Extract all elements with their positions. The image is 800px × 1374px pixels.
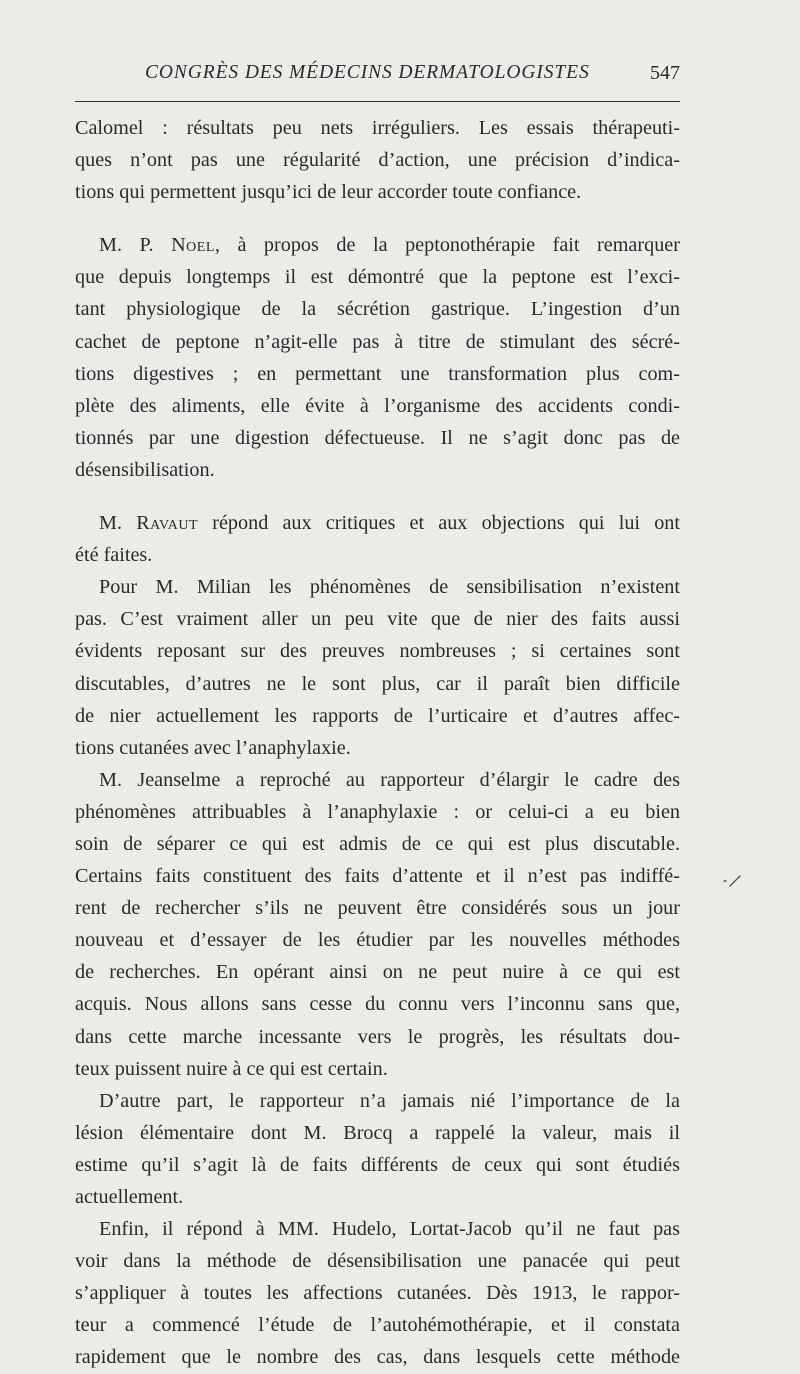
text-line: teur a commencé l’étude de l’autohémothérapie, et il constata: [75, 1314, 680, 1337]
paragraph-brocq: [75, 1085, 680, 1213]
text-line: de recherches. En opérant ainsi on ne peut nuire à ce qui est: [75, 961, 680, 984]
text-line: plète des aliments, elle évite à l’organisme des accidents condi-: [75, 394, 680, 417]
text-line: dans cette marche incessante vers le progrès, les résultats dou-: [75, 1025, 680, 1048]
running-title: CONGRÈS DES MÉDECINS DERMATOLOGISTES: [145, 62, 590, 83]
text-line: évidents reposant sur des preuves nombreuses ; si certaines sont: [75, 640, 680, 663]
speaker-name: Noel: [171, 234, 215, 257]
text-line: D’autre part, le rapporteur n’a jamais nié l’importance de la: [99, 1089, 680, 1112]
text-line: été faites.: [75, 544, 153, 567]
text-line: voir dans la méthode de désensibilisation une panacée qui peut: [75, 1250, 680, 1273]
paragraph-hudelo: [75, 1213, 680, 1373]
text-line: s’appliquer à toutes les affections cutanées. Dès 1913, le rappor-: [75, 1282, 680, 1305]
page-number: 547: [650, 62, 680, 84]
text-line: tant physiologique de la sécrétion gastrique. L’ingestion d’un: [75, 298, 680, 321]
paragraph-gap: [75, 208, 680, 229]
text-line: Calomel : résultats peu nets irréguliers. Les essais thérapeuti-: [75, 117, 680, 139]
text-line: rent de rechercher s’ils ne peuvent être considérés sous un jour: [75, 897, 680, 920]
pencil-mark-icon: [722, 870, 744, 892]
text-line: que depuis longtemps il est démontré que la peptone est l’exci-: [75, 266, 680, 289]
text-line: lésion élémentaire dont M. Brocq a rappelé la valeur, mais il: [75, 1121, 680, 1144]
line-continuation: , à propos de la peptonothérapie fait remarquer: [214, 234, 680, 257]
text-line: Enfin, il répond à MM. Hudelo, Lortat-Jacob qu’il ne faut pas: [99, 1218, 680, 1241]
speaker-name: Ravaut: [136, 512, 199, 535]
paragraph-calomel: [75, 112, 680, 208]
text-line: tions digestives ; en permettant une transformation plus com-: [75, 362, 680, 385]
text-line: estime qu’il s’agit là de faits différents de ceux qui sont étudiés: [75, 1153, 680, 1176]
header-rule: [75, 101, 680, 102]
text-line: phénomènes attribuables à l’anaphylaxie : or celui-ci a eu bien: [75, 800, 680, 823]
speaker-prefix: M.: [99, 512, 137, 535]
text-line: rapidement que le nombre des cas, dans lesquels cette méthode: [75, 1346, 680, 1369]
text-line: pas. C’est vraiment aller un peu vite que de nier des faits aussi: [75, 608, 680, 631]
body-text: [75, 112, 680, 1374]
text-line: Certains faits constituent des faits d’attente et il n’est pas indiffé-: [75, 865, 680, 888]
text-line: de nier actuellement les rapports de l’urticaire et d’autres affec-: [75, 704, 680, 727]
text-line: Pour M. Milian les phénomènes de sensibilisation n’existent: [99, 576, 680, 599]
text-line: soin de séparer ce qui est admis de ce qui est plus discutable.: [75, 832, 680, 855]
page-header: [75, 62, 680, 88]
text-line: cachet de peptone n’agit-elle pas à titre de stimulant des sécré-: [75, 330, 680, 353]
text-line: teux puissent nuire à ce qui est certain.: [75, 1057, 388, 1080]
text-line: actuellement.: [75, 1186, 184, 1208]
paragraph-gap: [75, 486, 680, 507]
text-line: discutables, d’autres ne le sont plus, car il paraît bien difficile: [75, 672, 680, 695]
text-line: [75, 229, 680, 261]
paragraph-jeanselme: [75, 764, 680, 1085]
text-line: ques n’ont pas une régularité d’action, une précision d’indica-: [75, 149, 680, 172]
paragraph-noel: [75, 229, 680, 486]
text-line: tionnés par une digestion défectueuse. Il ne s’agit donc pas de: [75, 426, 680, 449]
text-line: M. Jeanselme a reproché au rapporteur d’élargir le cadre des: [99, 768, 680, 791]
text-line: acquis. Nous allons sans cesse du connu vers l’inconnu sans que,: [75, 993, 680, 1016]
paragraph-milian: [75, 571, 680, 764]
text-line: [75, 507, 680, 539]
line-continuation: répond aux critiques et aux objections qui lui ont: [198, 512, 680, 535]
text-line: tions cutanées avec l’anaphylaxie.: [75, 736, 351, 759]
speaker-prefix: M. P.: [99, 234, 172, 257]
text-line: désensibilisation.: [75, 458, 215, 481]
text-line: tions qui permettent jusqu’ici de leur accorder toute confiance.: [75, 181, 582, 204]
text-line: nouveau et d’essayer de les étudier par les nouvelles méthodes: [75, 929, 680, 952]
paragraph-ravaut: [75, 507, 680, 571]
